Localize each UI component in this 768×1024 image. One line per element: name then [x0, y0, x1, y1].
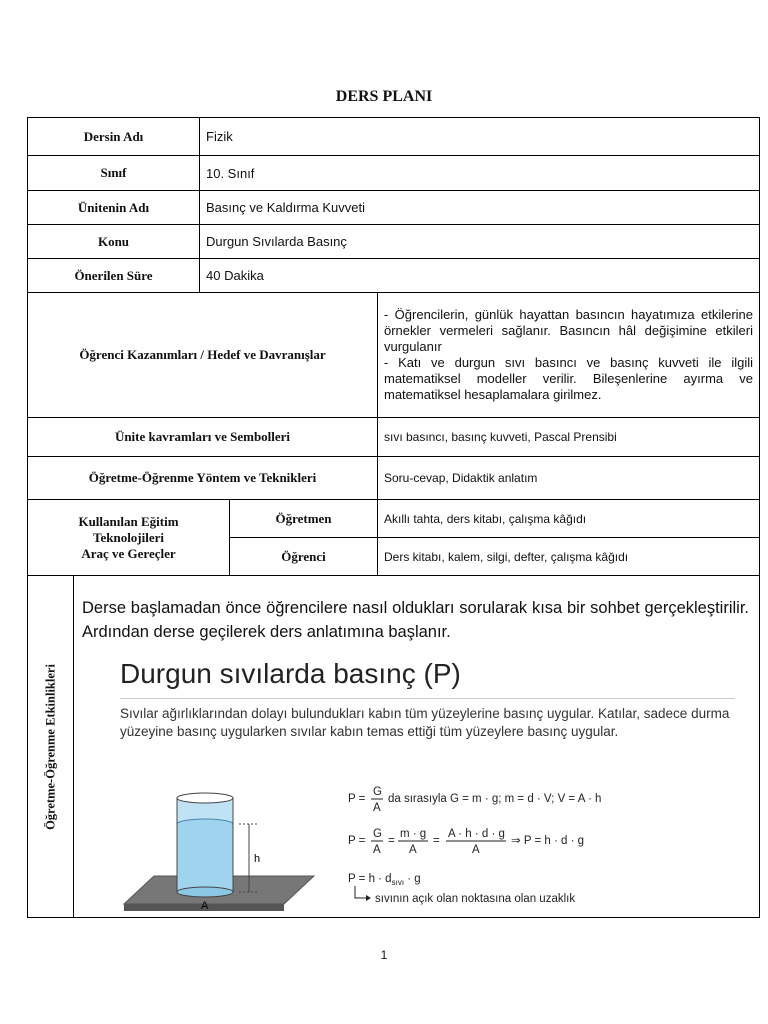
- row-grade: [28, 156, 760, 191]
- f3-line: [348, 873, 421, 887]
- f2-result: ⇒ P = h · d · g: [511, 835, 585, 847]
- row-course: [28, 118, 760, 156]
- row-duration: [28, 259, 760, 293]
- teacher-label: Öğretmen: [230, 500, 378, 538]
- topic-value: Durgun Sıvılarda Basınç: [200, 225, 760, 259]
- document-title: DERS PLANI: [335, 88, 433, 105]
- outcomes-label: Öğrenci Kazanımları / Hedef ve Davranışlar: [28, 293, 378, 418]
- concepts-value: sıvı basıncı, basınç kuvveti, Pascal Prensibi: [378, 418, 760, 457]
- teacher-value: Akıllı tahta, ders kitabı, çalışma kâğıdı: [378, 500, 760, 538]
- formula-block: [348, 786, 601, 905]
- slide-divider: [120, 698, 735, 699]
- f3-tail: · g: [404, 873, 421, 885]
- activities-wrapper: [28, 576, 759, 917]
- cylinder-diagram: [124, 793, 314, 912]
- formula-note: sıvının açık olan noktasına olan uzaklık: [375, 893, 576, 905]
- course-value: Fizik: [200, 118, 760, 156]
- f1-numerator: G: [373, 786, 382, 798]
- activities-content: [74, 576, 759, 917]
- f3-main: P = h · d: [348, 873, 392, 885]
- row-topic: [28, 225, 760, 259]
- formula-2: [348, 828, 584, 856]
- methods-label: Öğretme-Öğrenme Yöntem ve Teknikleri: [28, 457, 378, 500]
- row-teacher-tools: [28, 500, 760, 538]
- f1-denominator: A: [373, 802, 381, 814]
- f2-eq: =: [388, 835, 395, 847]
- outcomes-value: [378, 293, 760, 418]
- row-methods: [28, 457, 760, 500]
- methods-value: Soru-cevap, Didaktik anlatım: [378, 457, 760, 500]
- page-number: 1: [380, 948, 388, 962]
- topic-label: Konu: [28, 225, 200, 259]
- row-activities: [28, 576, 760, 918]
- row-unit: [28, 191, 760, 225]
- f2-ahdg: A · h · d · g: [448, 828, 505, 840]
- tools-label: [28, 500, 230, 576]
- duration-value: 40 Dakika: [200, 259, 760, 293]
- unit-value: Basınç ve Kaldırma Kuvveti: [200, 191, 760, 225]
- f1-rest: da sırasıyla G = m · g; m = d · V; V = A · h: [388, 793, 602, 805]
- diagram-a-label: A: [201, 900, 209, 912]
- unit-label: Ünitenin Adı: [28, 191, 200, 225]
- slide-title: Durgun sıvılarda basınç (P): [120, 658, 461, 689]
- duration-label: Önerilen Süre: [28, 259, 200, 293]
- slide-text: Sıvılar ağırlıklarından dolayı bulundukları kabın tüm yüzeylerine basınç uygular. Katılar, sadece durma yüzeyine basınç uygularken sıvılar kabın temas ettiği tüm yüzeylere basınç uygular.: [120, 706, 730, 739]
- row-concepts: [28, 418, 760, 457]
- concepts-label: Ünite kavramları ve Sembolleri: [28, 418, 378, 457]
- f2-eq2: =: [433, 835, 440, 847]
- f1-p: P =: [348, 793, 366, 805]
- f2-denominator-3: A: [472, 844, 480, 856]
- lesson-plan-table: [27, 117, 760, 918]
- outcome-item-1: - Öğrencilerin, günlük hayattan basıncın hayatımıza etkilerine örnekler vermeleri sağlanır. Basıncın hâl değişimine etkileri vurgulanır: [384, 307, 754, 354]
- f3-subscript: sıvı: [391, 878, 405, 887]
- tools-label-line-3: Araç ve Gereçler: [81, 545, 176, 561]
- diagram-h-label: h: [254, 853, 261, 865]
- pressure-illustration: [74, 776, 760, 916]
- tools-label-line-1: Kullanılan Eğitim: [78, 513, 179, 529]
- f2-numerator: G: [373, 828, 382, 840]
- f2-p: P =: [348, 835, 366, 847]
- row-outcomes: [28, 293, 760, 418]
- outcome-item-2: - Katı ve durgun sıvı basıncı ve basınç kuvveti ile ilgili matematiksel modeller verilir. Bileşenlerine ayırma ve matematiksel hesaplamalara girilmez.: [384, 355, 754, 402]
- activities-intro: Derse başlamadan önce öğrencilere nasıl oldukları sorularak kısa bir sohbet gerçekleştirilir. Ardından derse geçilerek ders anlatımına başlanır.: [82, 599, 750, 641]
- course-label: Dersin Adı: [28, 118, 200, 156]
- f2-denominator: A: [373, 844, 381, 856]
- f2-mg: m · g: [400, 828, 427, 840]
- formula-3: [348, 873, 575, 905]
- student-label: Öğrenci: [230, 538, 378, 576]
- activities-side-cell: [28, 576, 74, 917]
- activities-side-label: Öğretme-Öğrenme Etkinlikleri: [43, 663, 57, 830]
- formula-1: [348, 786, 601, 814]
- tools-label-line-2: Teknolojileri: [92, 529, 165, 545]
- grade-label: Sınıf: [28, 156, 200, 191]
- f2-denominator-2: A: [409, 844, 417, 856]
- grade-value: 10. Sınıf: [200, 156, 760, 191]
- student-value: Ders kitabı, kalem, silgi, defter, çalışma kâğıdı: [378, 538, 760, 576]
